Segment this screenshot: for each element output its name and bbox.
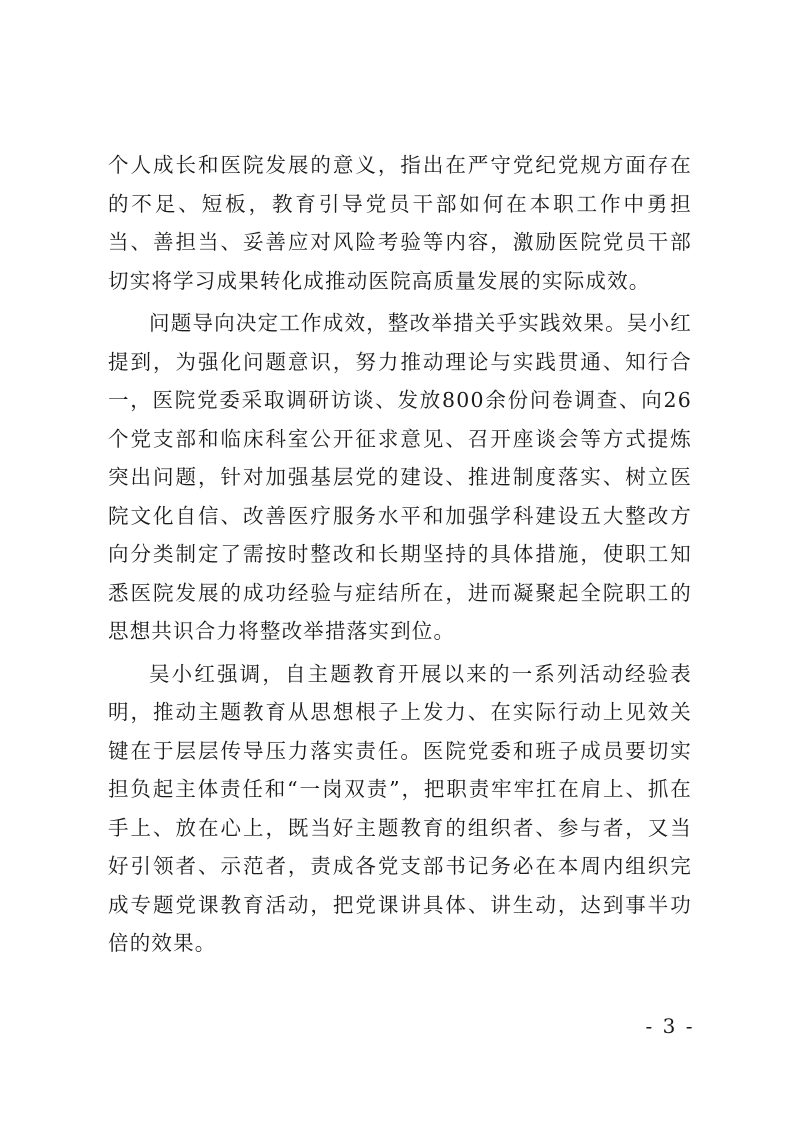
page-number: - 3 - [645,1014,695,1038]
paragraph-1: 个人成长和医院发展的意义，指出在严守党纪党规方面存在的不足、短板，教育引导党员干部如何在本职工作中勇担当、善担当、妥善应对风险考验等内容，激励医院党员干部切实将学习成果转化成推动医院高质量发展的实际成效。 [108,153,692,293]
paragraph-3: 吴小红强调，自主题教育开展以来的一系列活动经验表明，推动主题教育从思想根子上发力、在实际行动上见效关键在于层层传导压力落实责任。医院党委和班子成员要切实担负起主体责任和“一岗双责”，把职责牢牢扛在肩上、抓在手上、放在心上，既当好主题教育的组织者、参与者，又当好引领者、示范者，责成各党支部书记务必在本周内组织完成专题党课教育活动，把党课讲具体、讲生动，达到事半功倍的效果。 [108,661,692,955]
body-text [108,146,692,967]
paragraph-2: 问题导向决定工作成效，整改举措关乎实践效果。吴小红提到，为强化问题意识，努力推动理论与实践贯通、知行合一，医院党委采取调研访谈、发放800余份问卷调查、向26个党支部和临床科室公开征求意见、召开座谈会等方式提炼突出问题，针对加强基层党的建设、推进制度落实、树立医院文化自信、改善医疗服务水平和加强学科建设五大整改方向分类制定了需按时整改和长期坚持的具体措施，使职工知悉医院发展的成功经验与症结所在，进而凝聚起全院职工的思想共识合力将整改举措落实到位。 [108,311,692,643]
